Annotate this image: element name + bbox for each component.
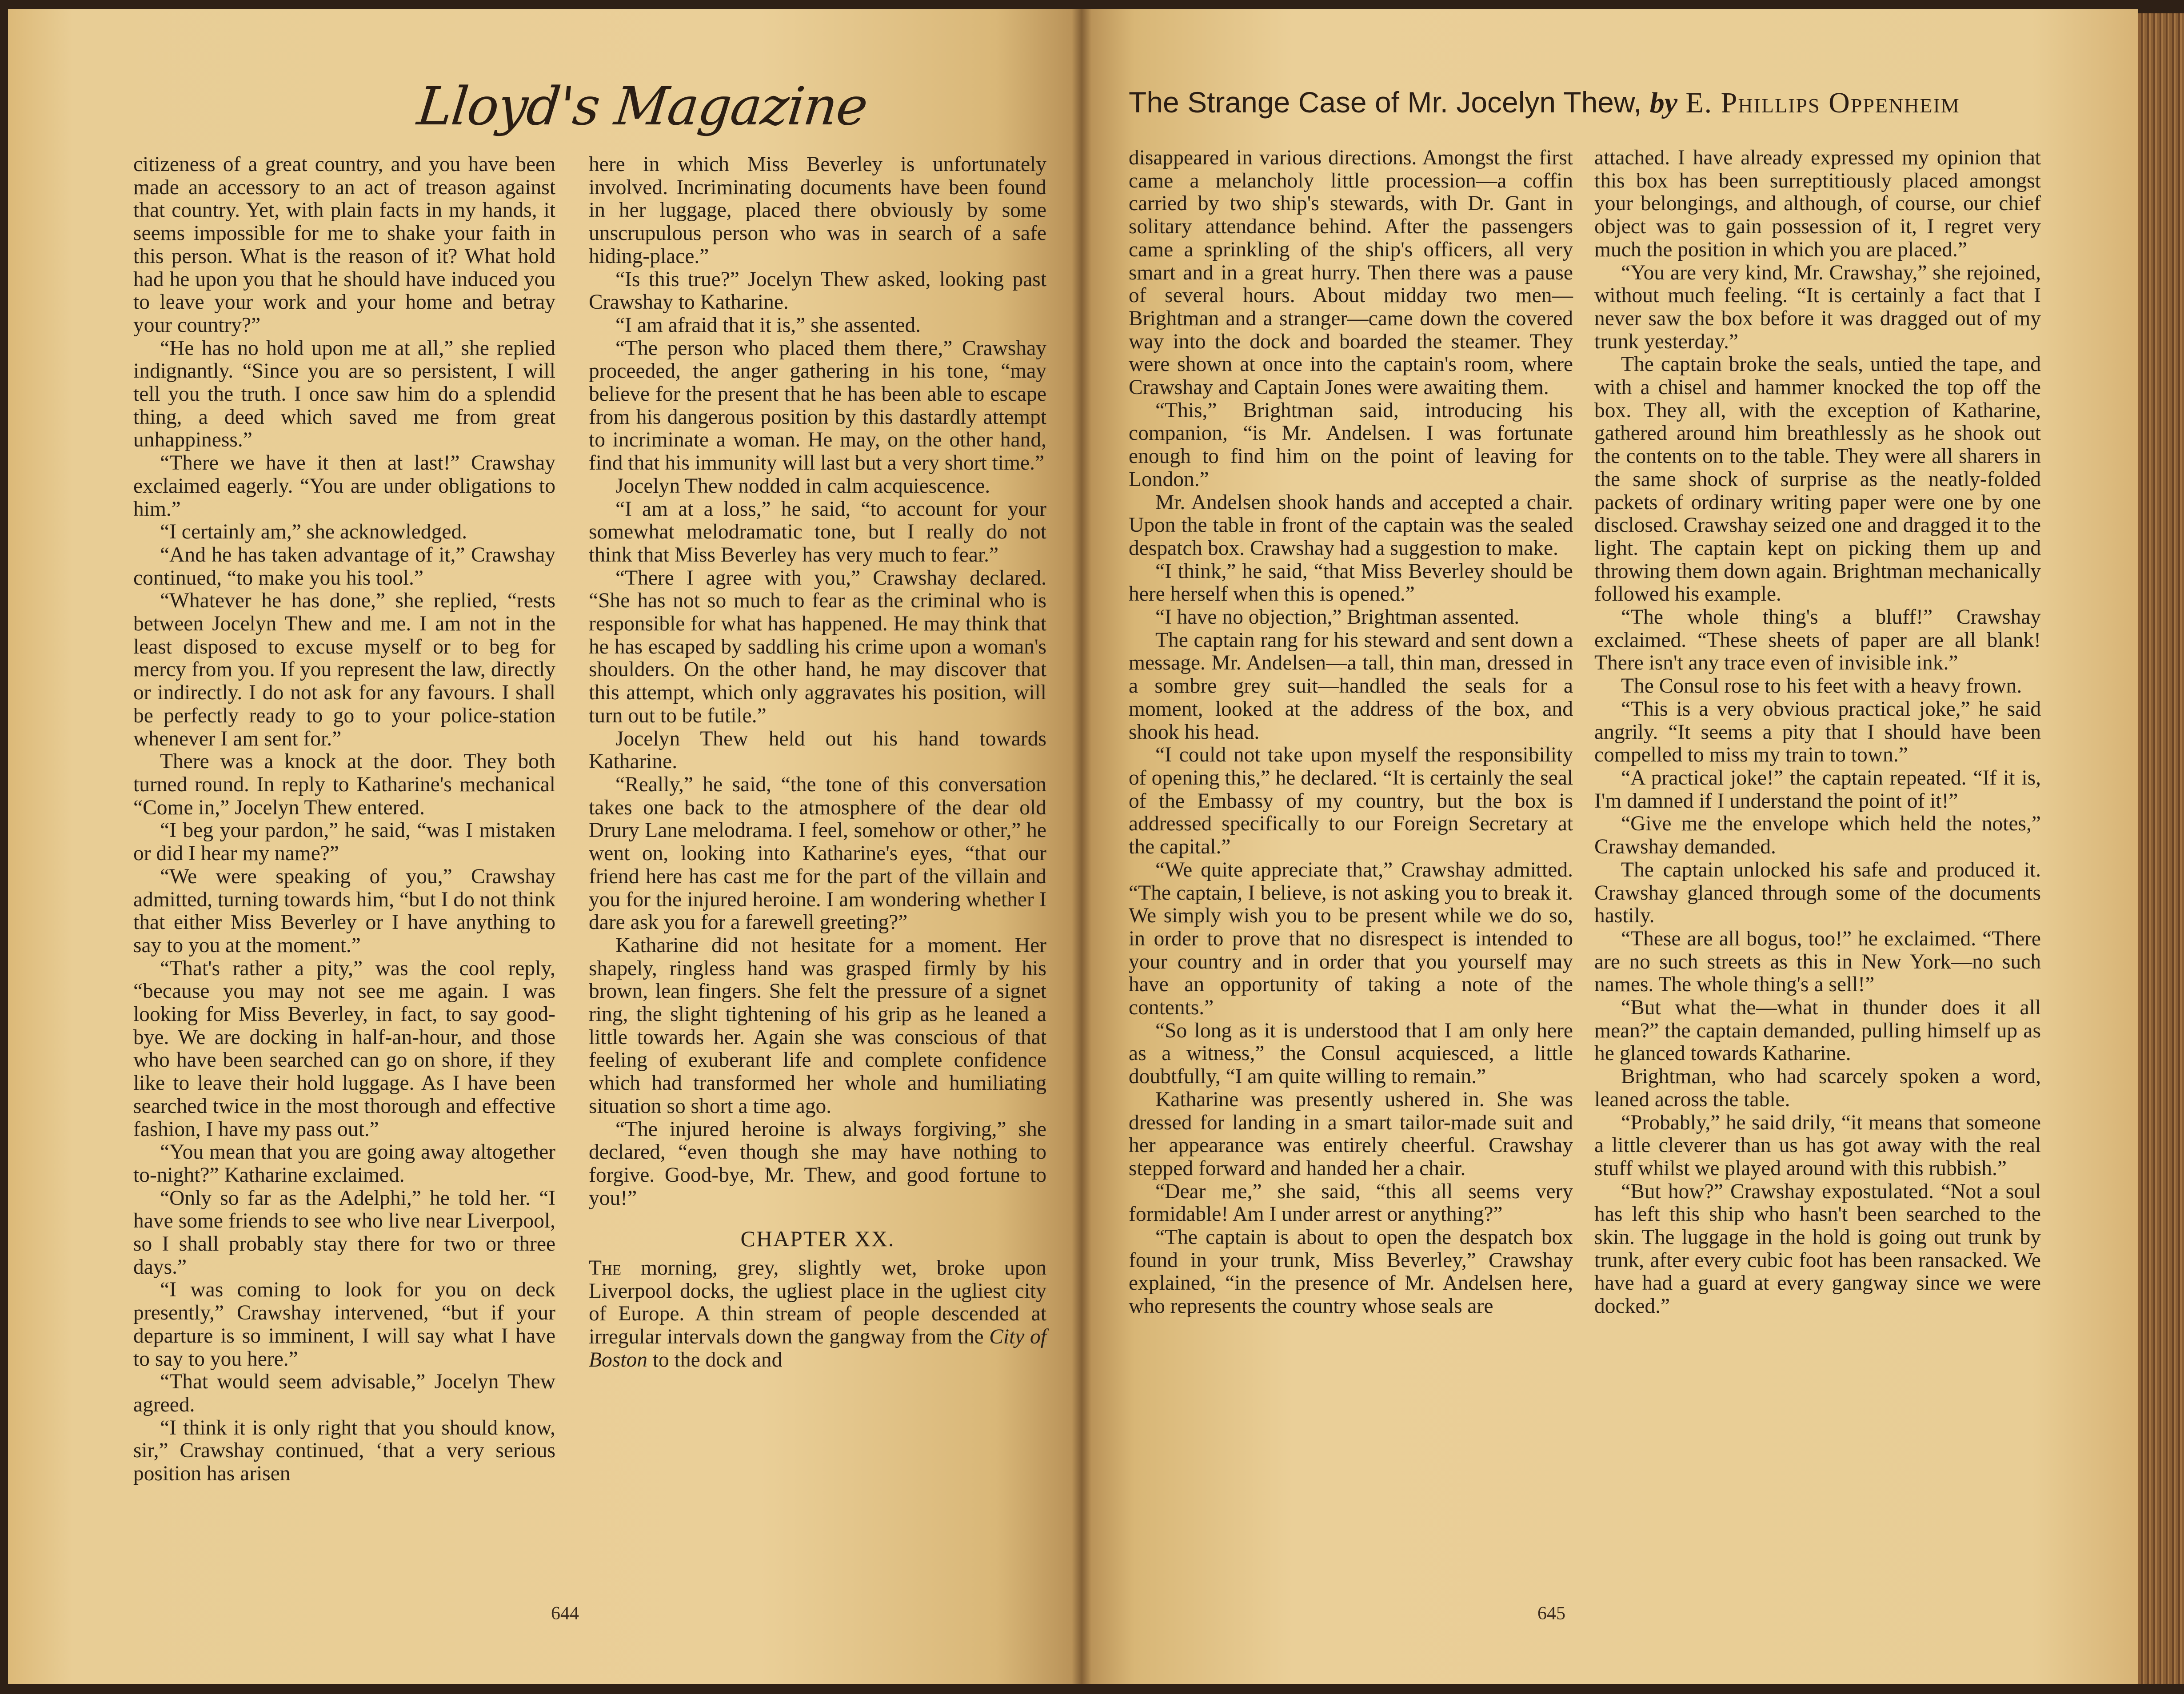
story-title-header: [1129, 85, 1960, 120]
page-gutter: [1072, 9, 1091, 1684]
text-column-4: [1594, 147, 2041, 1318]
page-number-right: 645: [1537, 1603, 1565, 1624]
paragraph: Mr. Andelsen shook hands and accepted a chair. Upon the table in front of the captain was the sealed despatch box. Crawshay had a suggestion to make.: [1129, 490, 1573, 560]
chapter-text: morning, grey, slightly wet, broke upon Liverpool docks, the ugliest place in the ugliest city of Europe. A thin stream of people descended at irregular intervals down the gangway from the: [589, 1256, 1046, 1349]
story-title: The Strange Case of Mr. Jocelyn Thew,: [1129, 86, 1642, 119]
paragraph: “That's rather a pity,” was the cool reply, “because you may not see me again. I was looking for Miss Beverley, in fact, to say good-bye. We are docking in half-an-hour, and those who have been searched can go on shore, if they like to leave their hold luggage. As I have been searched twice in the most thorough and effective fashion, I have my pass out.”: [133, 957, 555, 1141]
byline-by: by: [1649, 87, 1677, 119]
paragraph: “But what the—what in thunder does it all mean?” the captain demanded, pulling himself up as he glanced towards Katharine.: [1594, 996, 2041, 1065]
magazine-title: Lloyd's Magazine: [414, 76, 870, 137]
paragraph: “We were speaking of you,” Crawshay admitted, turning towards him, “but I do not think that either Miss Beverley or I have anything to say to you at the moment.”: [133, 865, 555, 957]
paragraph: “I am afraid that it is,” she assented.: [615, 313, 921, 337]
paragraph: Brightman, who had scarcely spoken a word, leaned across the table.: [1594, 1065, 2041, 1111]
page-edges: [2138, 13, 2184, 1684]
chapter-opening-paragraph: [589, 1257, 1046, 1372]
chapter-text-end: to the dock and: [647, 1348, 783, 1371]
paragraph: There was a knock at the door. They both turned round. In reply to Katharine's mechanical “Come in,” Jocelyn Thew entered.: [133, 750, 555, 819]
paragraph: Katharine was presently ushered in. She was dressed for landing in a smart tailor-made suit and her appearance was entirely cheerful. Crawshay stepped forward and handed her a chair.: [1129, 1088, 1573, 1180]
paragraph: “These are all bogus, too!” he exclaimed. “There are no such streets as this in New York—no such names. The whole thing's a sell!”: [1594, 927, 2041, 996]
paragraph: “He has no hold upon me at all,” she replied indignantly. “Since you are so persistent, I will tell you the truth. I once saw him do a splendid thing, a deed which saved me from great unhappiness.”: [133, 336, 555, 452]
paragraph: “The captain is about to open the despatch box found in your trunk, Miss Beverley,” Crawshay explained, “in the presence of Mr. Andelsen here, who represents the country whose seals are: [1129, 1226, 1573, 1318]
paragraph: “The injured heroine is always forgiving,” she declared, “even though she may have nothing to forgive. Good-bye, Mr. Thew, and good fortune to you!”: [589, 1117, 1046, 1210]
paragraph: “That would seem advisable,” Jocelyn Thew agreed.: [133, 1370, 555, 1416]
paragraph: “I think,” he said, “that Miss Beverley should be here herself when this is opened.”: [1129, 559, 1573, 606]
text-column-1: [133, 153, 555, 1486]
paragraph: “I could not take upon myself the responsibility of opening this,” he declared. “It is certainly the seal of the Embassy of my country, but the box is addressed specifically to our Foreign Secretary at the capital.”: [1129, 743, 1573, 859]
paragraph: “Is this true?” Jocelyn Thew asked, looking past Crawshay to Katharine.: [589, 267, 1046, 314]
paragraph: The captain rang for his steward and sent down a message. Mr. Andelsen—a tall, thin man, dressed in a sombre grey suit—handled the seals for a moment, looked at the address of the box, and shook his head.: [1129, 628, 1573, 744]
text-column-3: [1129, 147, 1573, 1318]
paragraph: “I certainly am,” she acknowledged.: [160, 520, 467, 544]
paragraph: “Only so far as the Adelphi,” he told her. “I have some friends to see who live near Liverpool, so I shall probably stay there for two or three days.”: [133, 1186, 555, 1279]
paragraph: Katharine did not hesitate for a moment. Her shapely, ringless hand was grasped firmly by his brown, lean fingers. She felt the pressure of a signet ring, the slight tightening of his grip as he leaned a little towards her. Again she was conscious of that feeling of exuberant life and complete confidence which had transformed her whole and humiliating situation so short a time ago.: [589, 933, 1046, 1118]
paragraph: disappeared in various directions. Amongst the first came a melancholy little procession—a coffin carried by two ship's stewards, with Dr. Gant in solitary attendance behind. After the passengers came a sprinkling of the ship's officers, all very smart and in a great hurry. Then there was a pause of several hours. About midday two men—Brightman and a stranger—came down the covered way into the dock and boarded the steamer. They were shown at once into the captain's room, where Crawshay and Captain Jones were awaiting them.: [1129, 146, 1573, 399]
chapter-heading: CHAPTER XX.: [740, 1226, 895, 1252]
paragraph: “But how?” Crawshay expostulated. “Not a soul has left this ship who hasn't been searched to the skin. The luggage in the hold is going out trunk by trunk, after every cubic foot has been ransacked. We have had a guard at every gangway since we were docked.”: [1594, 1180, 2041, 1318]
text-column-2: [589, 153, 1046, 1372]
paragraph: “I think it is only right that you should know, sir,” Crawshay continued, ‘that a very serious position has arisen: [133, 1416, 555, 1486]
paragraph: here in which Miss Beverley is unfortunately involved. Incriminating documents have been found in her luggage, placed there obviously by some unscrupulous person who was in search of a safe hiding-place.”: [589, 153, 1046, 268]
chapter-first-word: The: [589, 1256, 622, 1280]
paragraph: “This is a very obvious practical joke,” he said angrily. “It seems a pity that I should have been compelled to miss my train to town.”: [1594, 697, 2041, 767]
paragraph: “Dear me,” she said, “this all seems very formidable! Am I under arrest or anything?”: [1129, 1180, 1573, 1226]
paragraph: “Really,” he said, “the tone of this conversation takes one back to the atmosphere of the dear old Drury Lane melodrama. I feel, somehow or other,” he went on, looking into Katharine's eyes, “that our friend here has cast me for the part of the villain and you for the injured heroine. I am wondering whether I dare ask you for a farewell greeting?”: [589, 773, 1046, 934]
paragraph: The captain broke the seals, untied the tape, and with a chisel and hammer knocked the top off the box. They all, with the exception of Katharine, gathered around him breathlessly as he shook out the contents on to the table. They were all sharers in the same shock of surprise as the neatly-folded packets of ordinary writing paper were one by one disclosed. Crawshay seized one and dragged it to the light. The captain kept on picking them up and throwing them down again. Brightman mechanically followed his example.: [1594, 353, 2041, 606]
page-number-left: 644: [551, 1603, 579, 1624]
paragraph: “We quite appreciate that,” Crawshay admitted. “The captain, I believe, is not asking you to break it. We simply wish you to be present while we do so, in order to prove that no disrespect is intended to your country and in order that you yourself may have an opportunity of taking a note of the contents.”: [1129, 858, 1573, 1020]
paragraph: “There we have it then at last!” Crawshay exclaimed eagerly. “You are under obligations to him.”: [133, 451, 555, 521]
paragraph: “I beg your pardon,” he said, “was I mistaken or did I hear my name?”: [133, 819, 555, 865]
paragraph: attached. I have already expressed my opinion that this box has been surreptitiously placed amongst your belongings, and although, of course, our chief object was to gain possession of it, I regret very much the position in which you are placed.”: [1594, 146, 2041, 261]
paragraph: “The whole thing's a bluff!” Crawshay exclaimed. “These sheets of paper are all blank! There isn't any trace even of invisible ink.”: [1594, 606, 2041, 675]
ship-name: City of Boston: [589, 1325, 1046, 1371]
paragraph: “A practical joke!” the captain repeated. “If it is, I'm damned if I understand the point of it!”: [1594, 766, 2041, 813]
paragraph: “Give me the envelope which held the notes,” Crawshay demanded.: [1594, 812, 2041, 859]
paragraph: “And he has taken advantage of it,” Crawshay continued, “to make you his tool.”: [133, 543, 555, 590]
paragraph: “Whatever he has done,” she replied, “rests between Jocelyn Thew and me. I am not in the least disposed to excuse myself or to beg for mercy from you. If you represent the law, directly or indirectly. I do not ask for any favours. I shall be perfectly ready to go to your police-station whenever I am sent for.”: [133, 589, 555, 750]
paragraph: citizeness of a great country, and you have been made an accessory to an act of treason against that country. Yet, with plain facts in my hands, it seems impossible for me to shake your faith in this person. What is the reason of it? What hold had he upon you that he should have induced you to leave your work and your home and betray your country?”: [133, 153, 555, 337]
paragraph: The Consul rose to his feet with a heavy frown.: [1621, 674, 2022, 698]
paragraph: Jocelyn Thew held out his hand towards Katharine.: [589, 727, 1046, 773]
author-name: E. Phillips Oppenheim: [1685, 87, 1960, 119]
paragraph: “The person who placed them there,” Crawshay proceeded, the anger gathering in his tone, “may believe for the present that he has been able to escape from his dangerous position by this dastardly attempt to incriminate a woman. He may, on the other hand, find that his immunity will last but a very short time.”: [589, 336, 1046, 475]
paragraph: “I was coming to look for you on deck presently,” Crawshay intervened, “but if your departure is so imminent, I will say what I have to say to you here.”: [133, 1278, 555, 1371]
paragraph: “I have no objection,” Brightman assented.: [1155, 606, 1520, 629]
paragraph: “This,” Brightman said, introducing his companion, “is Mr. Andelsen. I was fortunate enough to find him on the point of leaving for London.”: [1129, 399, 1573, 491]
paragraph: “You are very kind, Mr. Crawshay,” she rejoined, without much feeling. “It is certainly a fact that I never saw the box before it was dragged out of my trunk yesterday.”: [1594, 261, 2041, 353]
paragraph: “There I agree with you,” Crawshay declared. “She has not so much to fear as the criminal who is responsible for what has happened. He may think that he has escaped by saddling his crime upon a woman's shoulders. On the other hand, he may discover that this attempt, which only aggravates his position, will turn out to be futile.”: [589, 566, 1046, 727]
paragraph: Jocelyn Thew nodded in calm acquiescence.: [615, 474, 990, 498]
paragraph: The captain unlocked his safe and produced it. Crawshay glanced through some of the documents hastily.: [1594, 858, 2041, 928]
paragraph: “Probably,” he said drily, “it means that someone a little cleverer than us has got away with the real stuff whilst we played around with this rubbish.”: [1594, 1111, 2041, 1180]
paragraph: “I am at a loss,” he said, “to account for your somewhat melodramatic tone, but I really do not think that Miss Beverley has very much to fear.”: [589, 497, 1046, 566]
paragraph: “So long as it is understood that I am only here as a witness,” the Consul acquiesced, a little doubtfully, “I am quite willing to remain.”: [1129, 1019, 1573, 1088]
paragraph: “You mean that you are going away altogether to-night?” Katharine exclaimed.: [133, 1140, 555, 1187]
